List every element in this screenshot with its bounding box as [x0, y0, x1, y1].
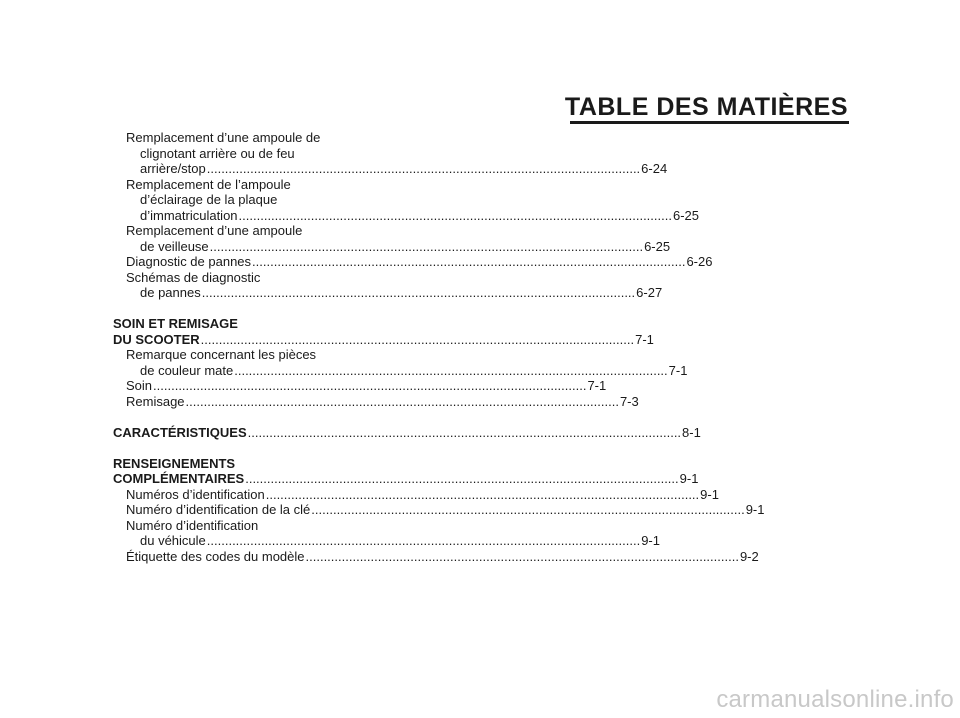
toc-entry-label: Numéro d’identification de la clé — [126, 502, 311, 517]
toc-page-number: 6-25 — [644, 238, 671, 254]
toc-page-number: 6-25 — [672, 207, 699, 223]
toc-entry[interactable] — [113, 238, 671, 255]
leader-dots: ........................................................................................................................ — [252, 254, 686, 269]
toc-page-number: 8-1 — [682, 424, 701, 440]
toc-section-label: COMPLÉMENTAIRES — [113, 471, 245, 486]
toc-entry[interactable] — [113, 502, 765, 518]
toc-page-number: 9-1 — [641, 533, 660, 548]
title-rule — [570, 121, 849, 124]
toc-page-number: 7-1 — [668, 362, 688, 378]
toc-section[interactable] — [113, 331, 654, 348]
leader-dots: ........................................................................................................................ — [201, 285, 636, 300]
toc-page-number: 7-1 — [587, 378, 607, 393]
toc-entry[interactable] — [113, 548, 759, 565]
toc-page-number: 7-3 — [619, 393, 639, 409]
leader-dots: ........................................................................................................................ — [234, 362, 668, 378]
leader-dots: ........................................................................................................................ — [206, 161, 641, 176]
toc-page-number: 9-2 — [739, 548, 759, 564]
leader-dots: ........................................................................................................................ — [245, 471, 679, 486]
toc-entry-label: Étiquette des codes du modèle — [126, 548, 305, 564]
toc-entry[interactable] — [113, 362, 688, 379]
toc-entry[interactable] — [113, 533, 660, 549]
toc-entry-label: de couleur mate — [140, 362, 234, 378]
leader-dots: ........................................................................................................................ — [200, 331, 635, 347]
toc-entry-line: Remarque concernant les pièces — [126, 347, 317, 362]
toc-section[interactable] — [113, 424, 701, 441]
leader-dots: ........................................................................................................................ — [305, 548, 739, 564]
toc-entry[interactable] — [113, 486, 719, 503]
toc-entry[interactable] — [113, 161, 668, 177]
leader-dots: ........................................................................................................................ — [311, 502, 745, 517]
toc-section[interactable] — [113, 471, 699, 487]
toc-entry[interactable] — [113, 207, 699, 224]
toc-entry-line: d’éclairage de la plaque — [140, 192, 278, 207]
toc-page-number: 7-1 — [635, 331, 654, 347]
toc-entry-line: Remplacement de l’ampoule — [126, 176, 291, 192]
toc-entry[interactable] — [113, 285, 663, 301]
leader-dots: ........................................................................................................................ — [209, 238, 644, 254]
toc-page-number: 9-1 — [679, 471, 699, 486]
toc-entry-line: Remplacement d’une ampoule — [126, 223, 303, 238]
toc-entry-label: Soin — [126, 378, 153, 393]
toc-entry-label: d’immatriculation — [140, 207, 238, 223]
toc-section-label: DU SCOOTER — [113, 331, 200, 347]
toc-entry[interactable] — [113, 254, 713, 270]
toc-entry-line: Remplacement d’une ampoule de — [126, 130, 321, 145]
page-title: TABLE DES MATIÈRES — [564, 93, 848, 121]
toc-section-line: SOIN ET REMISAGE — [113, 316, 238, 331]
leader-dots: ........................................................................................................................ — [247, 424, 682, 440]
toc-page-number: 6-24 — [641, 161, 668, 176]
leader-dots: ........................................................................................................................ — [265, 486, 700, 502]
leader-dots: ........................................................................................................................ — [185, 393, 619, 409]
leader-dots: ........................................................................................................................ — [153, 378, 587, 393]
toc-entry-label: de veilleuse — [140, 238, 209, 254]
toc-entry[interactable] — [113, 378, 607, 394]
leader-dots: ........................................................................................................................ — [206, 533, 641, 548]
toc-page-number: 6-27 — [636, 285, 663, 300]
toc-entry-label: du véhicule — [140, 533, 206, 548]
leader-dots: ........................................................................................................................ — [238, 207, 672, 223]
toc-section-line: RENSEIGNEMENTS — [113, 455, 236, 471]
toc-page-number: 9-1 — [700, 486, 719, 502]
toc-entry-label: Numéros d’identification — [126, 486, 265, 502]
toc-entry-label: Remisage — [126, 393, 185, 409]
toc-entry-line: clignotant arrière ou de feu — [140, 145, 295, 161]
toc-entry-label: arrière/stop — [140, 161, 206, 176]
toc-entry[interactable] — [113, 393, 639, 410]
toc-section-label: CARACTÉRISTIQUES — [113, 424, 247, 440]
toc-entry-label: de pannes — [140, 285, 201, 300]
toc-page-number: 9-1 — [745, 502, 765, 517]
toc-entry-label: Diagnostic de pannes — [126, 254, 252, 269]
toc-entry-line: Numéro d’identification — [126, 517, 259, 533]
table-of-contents — [113, 130, 765, 564]
toc-entry-line: Schémas de diagnostic — [126, 269, 261, 285]
watermark: carmanualsonline.info — [716, 686, 954, 713]
toc-page-number: 6-26 — [686, 254, 713, 269]
